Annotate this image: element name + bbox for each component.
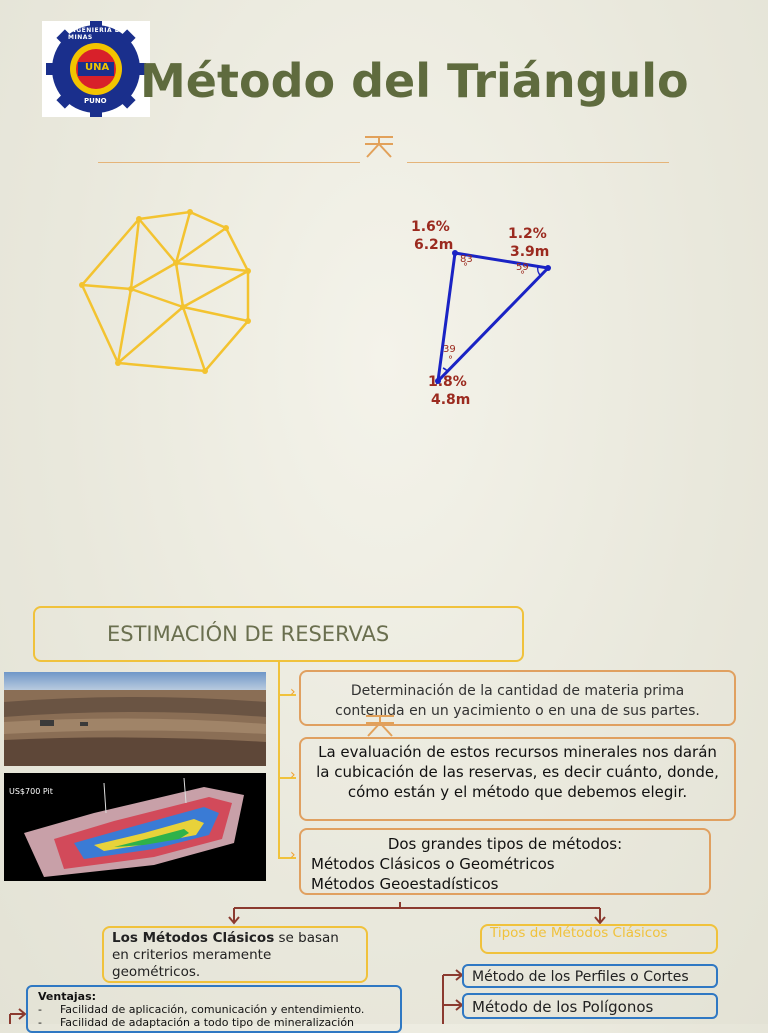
angle-b: 59: [516, 262, 529, 273]
vertex-c-grade: 1.8%: [428, 374, 467, 390]
vertex-b-thickness: 3.9m: [510, 244, 550, 260]
open-pit-mine-photo: [4, 672, 266, 766]
ventajas-heading: Ventajas:: [38, 990, 97, 1003]
ventajas-box: [26, 985, 402, 1033]
evaluation-box: La evaluación de estos recursos minerales nos darán la cubicación de las reservas, es decir cuánto, donde, cómo están y el método que debemos elegir.: [299, 737, 736, 821]
tipo-perfiles-item: Método de los Perfiles o Cortes: [462, 964, 718, 988]
methods-item-geoestadisticos: Métodos Geoestadísticos: [311, 875, 499, 893]
divider-right: [407, 162, 669, 163]
ventajas-connector: [6, 1002, 28, 1024]
methods-box-title: Dos grandes tipos de métodos:: [387, 835, 623, 853]
angle-c: 39: [443, 344, 456, 355]
angle-c-degree: °: [448, 355, 453, 366]
block-model-pit-image: [4, 773, 266, 881]
ventaja-item-1: - Facilidad de aplicación, comunicación y entendimiento.: [38, 1003, 365, 1016]
divider-left: [98, 162, 360, 163]
ornament-icon: [361, 131, 397, 165]
vertex-a-grade: 1.6%: [411, 219, 450, 235]
definition-box: Determinación de la cantidad de materia prima contenida en un yacimiento o en una de sus partes.: [299, 670, 736, 726]
clasicos-rest: se basan en criterios meramente geométricos.: [112, 930, 339, 980]
connector-vertical: [278, 662, 280, 858]
vertex-c-thickness: 4.8m: [431, 392, 471, 408]
pit-label: US$700 Pit: [9, 787, 53, 796]
vertex-a-thickness: 6.2m: [414, 237, 454, 253]
logo-bottom-text: PUNO: [84, 97, 107, 105]
tipos-heading-box: Tipos de Métodos Clásicos: [480, 924, 718, 954]
arrow-right-icon: ›: [290, 684, 296, 700]
ventaja-text-1: Facilidad de aplicación, comunicación y entendimiento.: [59, 1003, 365, 1016]
clasicos-bold: Los Métodos Clásicos: [112, 930, 275, 946]
angle-a-degree: °: [463, 262, 468, 273]
vertex-b-grade: 1.2%: [508, 226, 547, 242]
angle-b-degree: °: [520, 270, 525, 281]
estimacion-heading-box: [33, 606, 524, 662]
estimacion-heading: ESTIMACIÓN DE RESERVAS: [107, 622, 390, 646]
arrow-right-icon: ›: [290, 767, 296, 783]
tipo-poligonos-item: Método de los Polígonos: [462, 993, 718, 1019]
arrow-right-icon: ›: [290, 847, 296, 863]
una-puno-logo: [42, 21, 150, 117]
triangle-mesh-diagram: [82, 212, 248, 371]
page-title: Método del Triángulo: [140, 54, 689, 108]
clasicos-box: [102, 926, 368, 983]
logo-center-text: UNA: [85, 62, 110, 73]
methods-box: [299, 828, 711, 895]
triangulation-diagrams: [0, 200, 768, 420]
angle-a: 83: [460, 254, 473, 265]
logo-top-text: INGENIERIA DE MINAS: [68, 27, 125, 41]
ventaja-text-2: Facilidad de adaptación a todo tipo de mineralización: [59, 1016, 355, 1029]
ventaja-item-2: - Facilidad de adaptación a todo tipo de mineralización: [38, 1016, 355, 1029]
methods-item-clasicos: Métodos Clásicos o Geométricos: [311, 855, 555, 873]
